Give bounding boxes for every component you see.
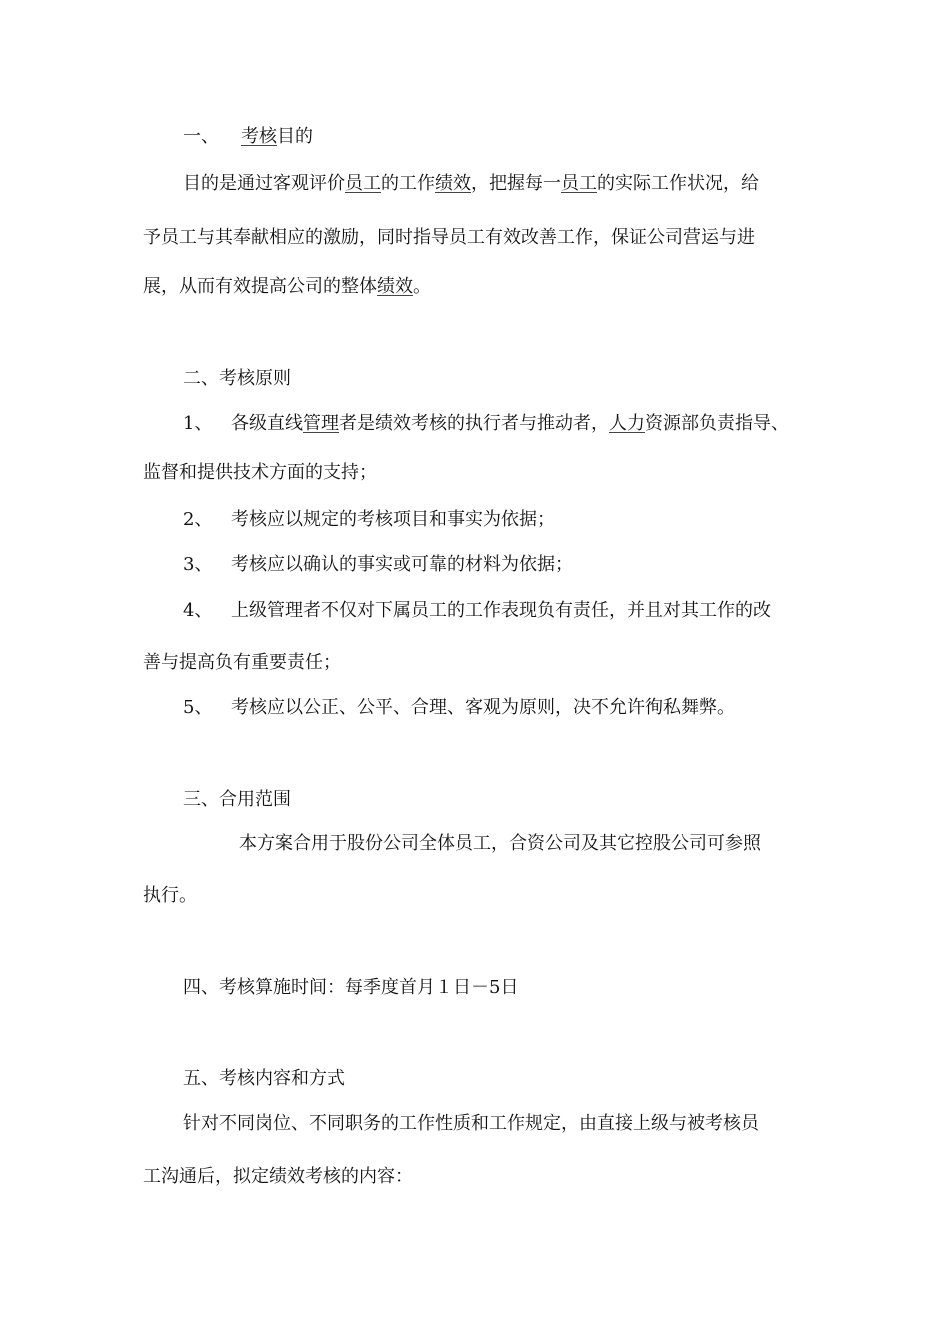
item-text: 考核应以规定的考核项目和事实为依据； xyxy=(231,509,555,530)
text-run: 。 xyxy=(413,276,431,297)
text-run: 目的是通过客观评价 xyxy=(183,173,345,194)
section-4-heading: 四、考核算施时间：每季度首月１日－5日 xyxy=(183,977,519,998)
section-5-paragraph-line-1: 针对不同岗位、不同职务的工作性质和工作规定，由直接上级与被考核员 xyxy=(183,1113,759,1134)
section-1-paragraph-line-2: 予员工与其奉献相应的激励，同时指导员工有效改善工作，保证公司营运与进 xyxy=(143,227,755,248)
principle-item-4 xyxy=(183,600,771,622)
link-employee[interactable]: 员工 xyxy=(345,173,381,194)
principle-item-1-continued: 监督和提供技术方面的支持； xyxy=(143,462,377,483)
text-run: 的实际工作状况，给 xyxy=(597,173,759,194)
section-1-title-link[interactable]: 考核 xyxy=(241,126,277,147)
section-3-paragraph-line-1: 本方案合用于股份公司全体员工，合资公司及其它控股公司可参照 xyxy=(239,833,761,854)
item-number: 1、 xyxy=(183,413,213,434)
item-text: 上级管理者不仅对下属员工的工作表现负有责任，并且对其工作的改 xyxy=(231,600,771,621)
section-1-paragraph-line-1 xyxy=(183,173,759,195)
principle-item-2 xyxy=(183,509,555,531)
link-human-resources[interactable]: 人力 xyxy=(609,413,645,434)
section-3-paragraph-line-2: 执行。 xyxy=(143,885,197,906)
text-run: 者是绩效考核的执行者与推动者， xyxy=(339,413,609,434)
principle-item-4-continued: 善与提高负有重要责任； xyxy=(143,652,341,673)
link-performance[interactable]: 绩效 xyxy=(377,276,413,297)
text-run: 的工作 xyxy=(381,173,435,194)
section-5-paragraph-line-2: 工沟通后，拟定绩效考核的内容： xyxy=(143,1166,413,1187)
text-run: 各级直线 xyxy=(231,413,303,434)
section-3-heading: 三、合用范围 xyxy=(183,789,291,810)
text-run: 展，从而有效提高公司的整体 xyxy=(143,276,377,297)
link-management[interactable]: 管理 xyxy=(303,413,339,434)
item-number: 4、 xyxy=(183,600,213,621)
item-text: 考核应以公正、公平、合理、客观为原则，决不允许徇私舞弊。 xyxy=(231,697,735,718)
principle-item-1 xyxy=(183,413,789,435)
section-1-heading xyxy=(183,126,313,148)
item-number: 5、 xyxy=(183,697,213,718)
link-performance[interactable]: 绩效 xyxy=(435,173,471,194)
item-number: 2、 xyxy=(183,509,213,530)
section-1-title-rest: 目的 xyxy=(277,126,313,147)
link-employee[interactable]: 员工 xyxy=(561,173,597,194)
principle-item-5 xyxy=(183,697,735,719)
section-2-heading: 二、考核原则 xyxy=(183,368,291,389)
section-1-number: 一、 xyxy=(183,126,219,147)
item-text: 考核应以确认的事实或可靠的材料为依据； xyxy=(231,554,573,575)
text-run: ，把握每一 xyxy=(471,173,561,194)
item-number: 3、 xyxy=(183,554,213,575)
section-1-paragraph-line-3 xyxy=(143,276,431,298)
section-5-heading: 五、考核内容和方式 xyxy=(183,1068,345,1089)
principle-item-3 xyxy=(183,554,573,576)
text-run: 资源部负责指导、 xyxy=(645,413,789,434)
